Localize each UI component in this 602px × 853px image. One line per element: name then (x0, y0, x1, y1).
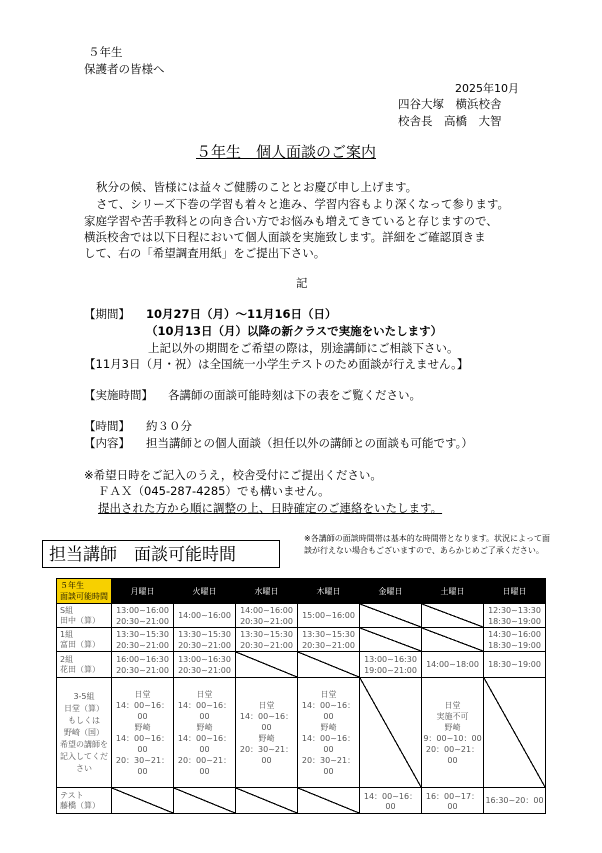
time-cell: 14:00~16:00 20:30~21:00 (236, 604, 298, 628)
unavailable-cell (360, 678, 422, 788)
schedule-header-row (57, 579, 546, 604)
corner-line-2: 面談可能時間 (60, 592, 108, 601)
time-cell: 13:30~15:30 20:30~21:00 (236, 628, 298, 652)
body-line-4: 横浜校舎では以下日程において個人面談を実施致します。詳細をご確認頂きま (84, 230, 486, 244)
day-header: 日曜日 (484, 579, 546, 604)
time-cell: 14:00~16:00 (174, 604, 236, 628)
teacher-name: 花田（算） (60, 664, 100, 674)
submit-note-3: 提出された方から順に調整の上、日時確定のご連絡をいたします。 (98, 501, 443, 515)
time-cell: 14：00~16：00 (360, 788, 422, 814)
unavailable-cell (298, 652, 360, 678)
body-line-1: 秋分の候、皆様には益々ご健勝のこととお慶び申し上げます。 (96, 180, 418, 194)
schedule-box-title: 担当講師 面談可能時間 (42, 540, 280, 568)
content-label: 【内容】 (84, 436, 130, 450)
time-cell: 日堂 14：00~16：00 野崎 14：00~16：00 20：00~21：00 (174, 678, 236, 788)
schedule-note: ※各講師の面談時間帯は基本的な時間帯となります。状況によって面談が行えない場合もございますので、あらかじめご了承ください。 (304, 534, 551, 555)
unavailable-cell (174, 788, 236, 814)
time-cell: 14:30~16:00 18:30~19:00 (484, 628, 546, 652)
unavailable-cell (360, 604, 422, 628)
time-cell: 16：00~17：00 (422, 788, 484, 814)
principal-name: 校舎長 高橋 大智 (398, 114, 502, 128)
period-label: 【期間】 (84, 307, 130, 321)
unavailable-cell (484, 678, 546, 788)
teacher-cell (57, 652, 112, 678)
teacher-class: 1組 (60, 629, 74, 639)
time-cell: 14:00~18:00 (422, 652, 484, 678)
time-cell: 15:00~16:00 (298, 604, 360, 628)
time-cell: 13:00~16:30 20:30~21:00 (174, 652, 236, 678)
submit-note-1: ※希望日時をご記入のうえ，校舎受付にご提出ください。 (84, 468, 382, 482)
teacher-name: 田中（算） (60, 615, 100, 625)
teacher-name: 富田（算） (60, 639, 100, 649)
grade-label: ５年生 (88, 45, 123, 59)
unavailable-cell (422, 604, 484, 628)
holiday-note: 【11月3日（月・祝）は全国統一小学生テストのため面談が行えません。】 (84, 357, 469, 371)
unavailable-cell (236, 652, 298, 678)
time-cell: 13:30~15:30 20:30~21:00 (112, 628, 174, 652)
time-cell: 日堂 14：00~16：00 野崎 20：30~21：00 (236, 678, 298, 788)
day-header: 月曜日 (112, 579, 174, 604)
teacher-class: 2組 (60, 654, 74, 664)
table-row (57, 628, 546, 652)
page-title: ５年生 個人面談のご案内 (196, 143, 377, 161)
time-cell: 16:30~20：00 (484, 788, 546, 814)
teacher-cell (57, 788, 112, 814)
school-name: 四谷大塚 横浜校舎 (398, 97, 502, 111)
unavailable-cell (236, 788, 298, 814)
duration-label: 【時間】 (84, 419, 130, 433)
time-cell: 日堂 実施不可 野崎 9：00~10：00 20：00~21：00 (422, 678, 484, 788)
body-line-5: して、右の「希望調査用紙」をご提出下さい。 (84, 246, 326, 260)
ki-label: 記 (296, 276, 308, 290)
unavailable-cell (422, 628, 484, 652)
time-cell: 日堂 14：00~16：00 野崎 14：00~16：00 20：30~21：00 (112, 678, 174, 788)
day-header: 土曜日 (422, 579, 484, 604)
day-header: 木曜日 (298, 579, 360, 604)
table-row (57, 678, 546, 788)
period-note: 上記以外の期間をご希望の際は，別途講師にご相談下さい。 (148, 341, 459, 355)
teacher-cell (57, 604, 112, 628)
time-cell: 13:00~16:00 20:30~21:00 (112, 604, 174, 628)
time-value: 各講師の面談可能時刻は下の表をご覧ください。 (168, 388, 421, 402)
teacher-name: 藤橋（算） (60, 800, 100, 810)
day-header: 火曜日 (174, 579, 236, 604)
day-header: 水曜日 (236, 579, 298, 604)
recipient-label: 保護者の皆様へ (84, 62, 165, 76)
time-cell: 13:30~15:30 20:30~21:00 (298, 628, 360, 652)
date-label: 2025年10月 (455, 82, 519, 95)
unavailable-cell (298, 788, 360, 814)
teacher-cell: 3-5組 日堂（算） もしくは 野崎（国） 希望の講師を 記入してくだ さい (57, 678, 112, 788)
table-row (57, 652, 546, 678)
teacher-cell (57, 628, 112, 652)
teacher-class: テスト (60, 790, 84, 800)
corner-line-1: ５年生 (60, 581, 84, 590)
duration-value: 約３０分 (146, 419, 192, 433)
unavailable-cell (360, 628, 422, 652)
day-header: 金曜日 (360, 579, 422, 604)
schedule-table (56, 578, 546, 814)
submit-note-2: ＦＡＸ（045-287-4285）でも構いません。 (98, 484, 330, 498)
period-sub: （10月13日（月）以降の新クラスで実施をいたします） (146, 324, 443, 338)
content-value: 担当講師との個人面談（担任以外の講師との面談も可能です。） (146, 436, 473, 450)
time-label: 【実施時間】 (84, 388, 153, 402)
body-line-2: さて、シリーズ下巻の学習も着々と進み、学習内容もより深くなって参ります。 (96, 197, 509, 211)
body-line-3: 家庭学習や苦手教科との向き合い方でお悩みも増えてきていると存じますので、 (84, 214, 498, 228)
corner-cell (57, 579, 112, 604)
period-value: 10月27日（月）～11月16日（日） (146, 307, 337, 321)
teacher-class: S組 (60, 605, 74, 615)
time-cell: 16:00~16:30 20:30~21:00 (112, 652, 174, 678)
table-row (57, 788, 546, 814)
time-cell: 13:00~16:30 19:00~21:00 (360, 652, 422, 678)
table-row (57, 604, 546, 628)
time-cell: 13:30~15:30 20:30~21:00 (174, 628, 236, 652)
time-cell: 18:30~19:00 (484, 652, 546, 678)
time-cell: 日堂 14：00~16：00 野崎 14：00~16：00 20：30~21：00 (298, 678, 360, 788)
unavailable-cell (112, 788, 174, 814)
time-cell: 12:30~13:30 18:30~19:00 (484, 604, 546, 628)
